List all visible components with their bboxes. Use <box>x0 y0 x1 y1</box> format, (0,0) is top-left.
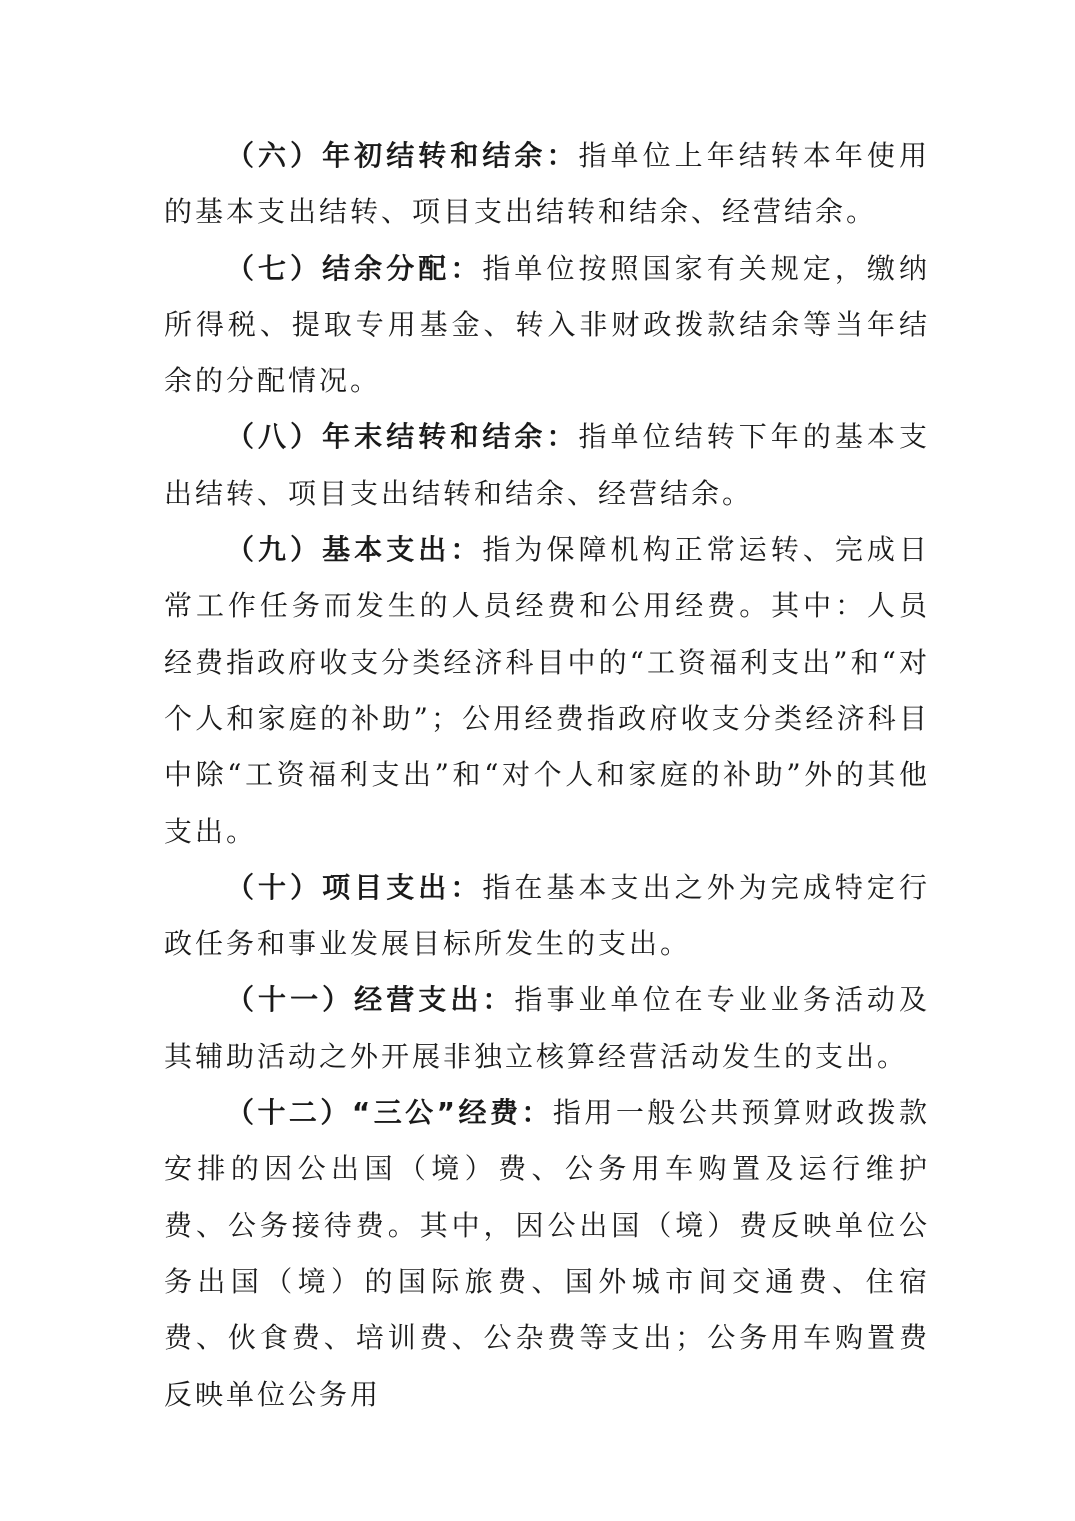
paragraph-text: 指单位结转下年的基本支出结转、项目支出结转和结余、经营结余。 <box>164 420 930 510</box>
paragraph-heading: （十）项目支出： <box>226 870 483 904</box>
paragraph-basic-expenditure <box>164 522 930 860</box>
paragraph-heading: （十二）“三公”经费： <box>226 1096 553 1130</box>
paragraph-text: 指单位按照国家有关规定，缴纳所得税、提取专用基金、转入非财政拨款结余等当年结余的分配情况。 <box>164 251 930 398</box>
paragraph-text: 指用一般公共预算财政拨款安排的因公出国（境）费、公务用车购置及运行维护费、公务接待费。其中，因公出国（境）费反映单位公务出国（境）的国际旅费、国外城市间交通费、住宿费、伙食费、培训费、公杂费等支出；公务用车购置费反映单位公务用 <box>164 1096 930 1411</box>
paragraph-project-expenditure <box>164 860 930 973</box>
paragraph-heading: （六）年初结转和结余： <box>226 139 579 172</box>
paragraph-three-public-expenses <box>164 1085 930 1423</box>
paragraph-year-end-carryover <box>164 409 930 522</box>
paragraph-text: 指为保障机构正常运转、完成日常工作任务而发生的人员经费和公用经费。其中：人员经费指政府收支分类经济科目中的“工资福利支出”和“对个人和家庭的补助”；公用经费指政府收支分类经济科目中除“工资福利支出”和“对个人和家庭的补助”外的其他支出。 <box>164 533 930 848</box>
paragraph-text: 指在基本支出之外为完成特定行政任务和事业发展目标所发生的支出。 <box>164 870 930 961</box>
paragraph-heading: （十一）经营支出： <box>226 983 515 1017</box>
paragraph-year-start-carryover <box>164 128 930 241</box>
paragraph-text: 指单位上年结转本年使用的基本支出结转、项目支出结转和结余、经营结余。 <box>164 139 930 229</box>
document-body <box>164 128 930 1423</box>
paragraph-heading: （七）结余分配： <box>226 251 483 285</box>
paragraph-heading: （八）年末结转和结余： <box>226 420 579 454</box>
paragraph-text: 指事业单位在专业业务活动及其辅助活动之外开展非独立核算经营活动发生的支出。 <box>164 983 930 1073</box>
paragraph-surplus-distribution <box>164 241 930 410</box>
paragraph-heading: （九）基本支出： <box>226 533 483 567</box>
paragraph-operating-expenditure <box>164 972 930 1085</box>
